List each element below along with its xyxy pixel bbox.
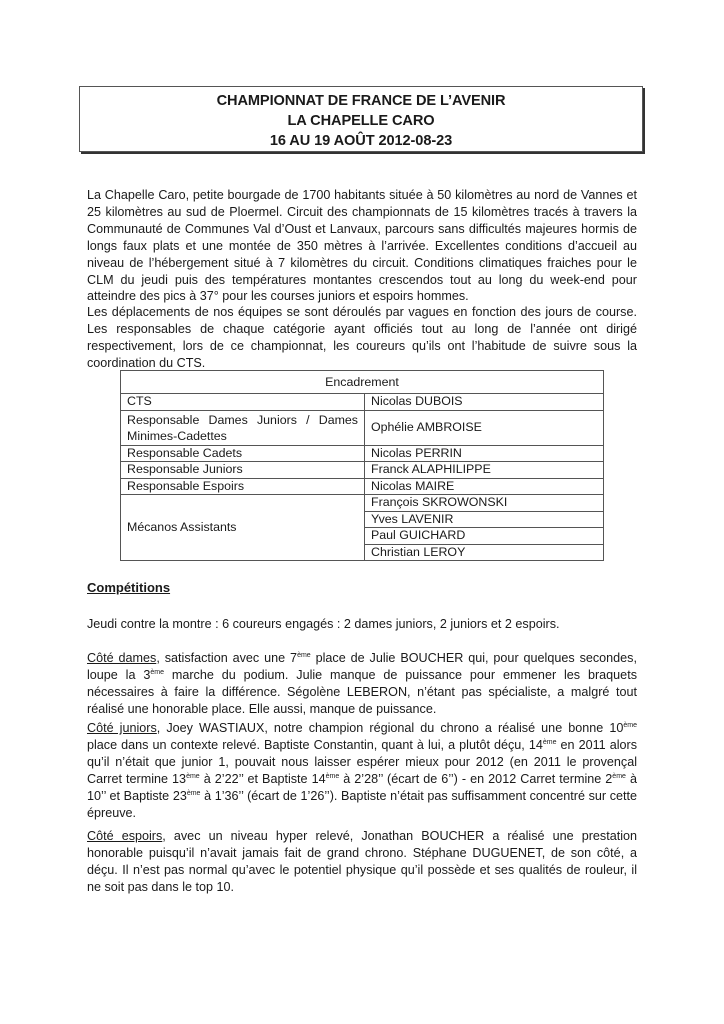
- name-cell: Nicolas PERRIN: [365, 445, 604, 462]
- competitions-summary: Jeudi contre la montre : 6 coureurs engagés : 2 dames juniors, 2 juniors et 2 espoirs.: [87, 617, 560, 631]
- section-heading-competitions: Compétitions: [87, 580, 171, 595]
- title-line-3: 16 AU 19 AOÛT 2012-08-23: [269, 133, 453, 149]
- table-row: [121, 478, 604, 495]
- role-cell: Responsable Juniors: [121, 462, 365, 479]
- name-cell: Franck ALAPHILIPPE: [365, 462, 604, 479]
- label-dames: Côté dames: [87, 651, 157, 665]
- label-espoirs: Côté espoirs: [87, 829, 163, 843]
- title-line-1: CHAMPIONNAT DE FRANCE DE L’AVENIR: [216, 93, 506, 109]
- title-line-2: LA CHAPELLE CARO: [287, 113, 435, 129]
- table-row: [121, 394, 604, 411]
- staff-table: [120, 370, 604, 561]
- intro-paragraph-2: Les déplacements de nos équipes se sont déroulés par vagues en fonction des jours de course. Les responsables de chaque catégorie ayant officiés tout au long de l’année ont dirigé respectivement, lors de ce championnat, les coureurs qu’ils ont l’habitude de suivre sous la coordination du CTS.: [87, 305, 637, 370]
- name-cell: Christian LEROY: [365, 544, 604, 561]
- paragraph-juniors: Côté juniors, Joey WASTIAUX, notre champion régional du chrono a réalisé une bonne 10ème place dans un contexte relevé. Baptiste Constantin, quant à lui, a plutôt déçu, 14ème en 2011 alors qu’il n’était que junior 1, pouvait nous laisser espérer mieux pour 2012 (en 2011 le provençal Carret termine 13ème à 2’22’’ et Baptiste 14ème à 2’28’’ (écart de 6’’) - en 2012 Carret termine 2ème à 10’’ et Baptiste 23ème à 1’36’’ (écart de 1’26’’). Baptiste n’était pas suffisamment concentré sur cette épreuve.: [87, 721, 638, 820]
- name-cell: Nicolas DUBOIS: [365, 394, 604, 411]
- paragraph-espoirs: Côté espoirs, avec un niveau hyper relevé, Jonathan BOUCHER a réalisé une prestation honorable puisqu’il n’avait jamais fait de grand chrono. Stéphane DUGUENET, de son côté, a déçu. Il n’est pas normal qu’avec le potentiel physique qu’il possède et ses qualités de rouleur, il ne soit pas dans le top 10.: [87, 829, 637, 894]
- table-row: [121, 462, 604, 479]
- role-cell: Responsable Dames Juniors / Dames Minimes-Cadettes: [121, 410, 365, 445]
- label-juniors: Côté juniors: [87, 721, 157, 735]
- role-cell-mechanics: Mécanos Assistants: [121, 495, 365, 561]
- paragraph-dames: Côté dames, satisfaction avec une 7ème place de Julie BOUCHER qui, pour quelques secondes, loupe la 3ème marche du podium. Julie manque de puissance pour emmener les braquets nécessaires à faire la différence. Ségolène LEBERON, n’étant pas spécialiste, a malgré tout réalisé une honorable place. Elle aussi, manque de puissance.: [87, 651, 637, 716]
- role-cell: Responsable Cadets: [121, 445, 365, 462]
- role-cell: Responsable Espoirs: [121, 478, 365, 495]
- document-title-box: [79, 86, 643, 152]
- name-cell: Ophélie AMBROISE: [365, 410, 604, 445]
- name-cell: Nicolas MAIRE: [365, 478, 604, 495]
- name-cell: Yves LAVENIR: [365, 511, 604, 528]
- intro-paragraph-1: La Chapelle Caro, petite bourgade de 1700 habitants située à 50 kilomètres au nord de Vannes et 25 kilomètres au sud de Ploermel. Circuit des championnats de 15 kilomètres tracés à travers la Communauté de Communes Val d’Oust et Lanvaux, parcours sans difficultés majeures hormis de longs faux plats et une montée de 350 mètres à l’arrivée. Excellentes conditions d’accueil au niveau de l’hébergement situé à 7 kilomètres du circuit. Conditions climatiques fraiches pour le CLM du jeudi puis des températures montantes crescendos tout au long du week-end pour atteindre des pics à 37° pour les courses juniors et espoirs hommes.: [87, 188, 637, 304]
- name-cell: Paul GUICHARD: [365, 528, 604, 545]
- staff-table-title: Encadrement: [121, 371, 604, 394]
- table-row: [121, 495, 604, 512]
- name-cell: François SKROWONSKI: [365, 495, 604, 512]
- role-cell: CTS: [121, 394, 365, 411]
- table-row: [121, 410, 604, 445]
- table-row: [121, 445, 604, 462]
